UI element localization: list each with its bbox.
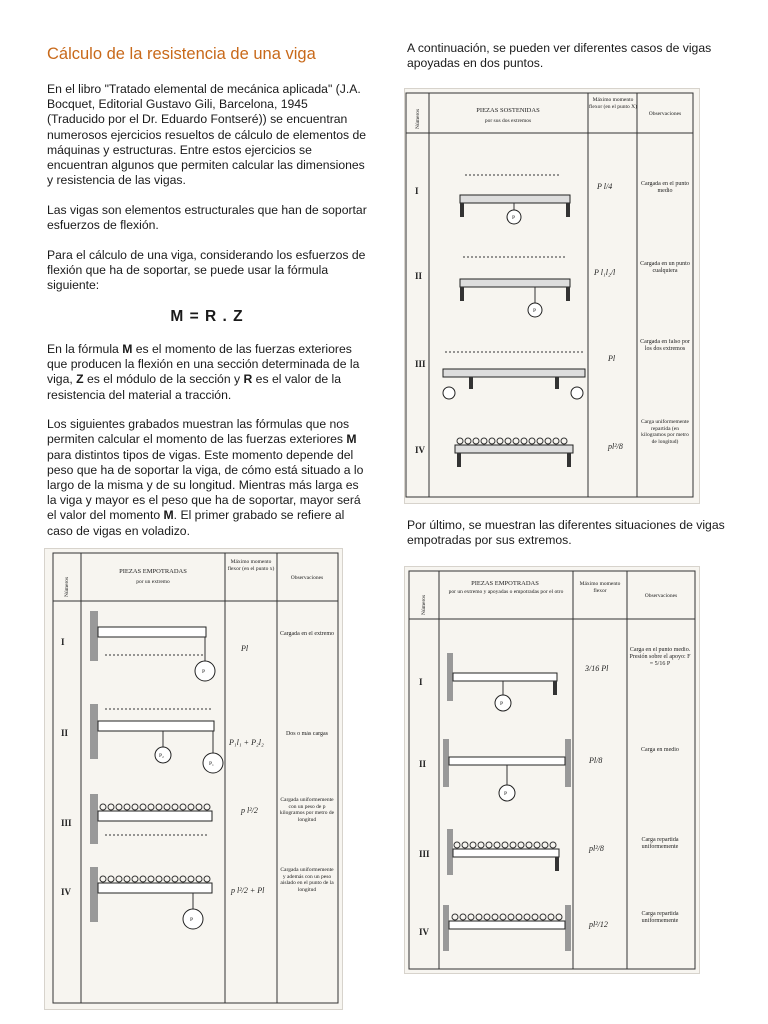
load-p-label: P	[504, 791, 508, 797]
moment-formula: pl²/8	[589, 844, 604, 853]
symbol-m: M	[346, 432, 357, 447]
col-subtitle-header: por sus dos extremos	[484, 118, 532, 124]
intro-paragraph: En el libro "Tratado elemental de mecánica aplicada" (J.A. Bocquet, Editorial Gustavo Gili, Barcelona, 1945 (Traducido por el Dr. Eduardo Fontseré)) se encuentran numerosos ejercicios resueltos de cálculo de elementos de máquinas y estructuras. Entre estos ejercicios se encuentran algunos que permiten calcular las dimensiones y resistencia de las vigas.	[47, 82, 367, 188]
left-column	[47, 44, 367, 553]
moment-formula: Pl	[608, 354, 616, 363]
observation-text: Carga en el punto medio. Presión sobre el apoyo: F = 5/16 P	[629, 647, 691, 667]
observation-text: Cargada en el punto medio	[640, 181, 690, 194]
observation-text: Cargada uniformemente con un peso de p kilogramos por metro de longitud	[279, 797, 335, 823]
formula: M = R . Z	[170, 307, 244, 325]
symbol-m: M	[122, 341, 133, 356]
col-title-header: PIEZAS EMPOTRADAS	[471, 580, 539, 587]
row-number: IV	[61, 887, 72, 897]
text-run: es el módulo de la sección y	[83, 372, 244, 387]
row-number: II	[61, 728, 69, 738]
col-title-header: PIEZAS EMPOTRADAS	[119, 568, 187, 575]
row-number: II	[415, 271, 423, 281]
col-moment-header: Máximo momento flexor (en el punto x)	[227, 559, 275, 572]
moment-formula: p l²/2	[241, 806, 258, 815]
col-subtitle-header: por un extremo y apoyadas o empotradas por el otro	[448, 589, 564, 595]
fixed-beams-table-svg	[405, 567, 699, 973]
row-number: II	[419, 759, 427, 769]
text-run: . El primer grabado se refiere al caso de vigas en voladizo.	[47, 508, 345, 538]
observation-text: Carga en medio	[641, 747, 679, 753]
distributed-load	[100, 804, 210, 810]
formula-explanation-paragraph	[47, 342, 367, 403]
observation-text: Carga repartida uniformemente	[641, 911, 679, 924]
row-number: I	[415, 186, 419, 196]
moment-formula: p l²/2 + Pl	[231, 886, 265, 895]
fixed-intro-paragraph: Por último, se muestran las diferentes situaciones de vigas empotradas por sus extremos.	[407, 518, 725, 548]
moment-formula: P l₁l₂/l	[594, 268, 616, 277]
page-title: Cálculo de la resistencia de una viga	[47, 45, 316, 63]
supported-beams-table-svg	[405, 89, 699, 503]
observation-text: Cargada en el extremo	[279, 631, 335, 637]
supported-intro-paragraph: A continuación, se pueden ver diferentes casos de vigas apoyadas en dos puntos.	[407, 41, 712, 71]
observation-text: Cargada en falso por los dos extremos	[640, 339, 690, 352]
distributed-load	[100, 876, 210, 882]
col-num-header: Números	[64, 576, 70, 597]
col-subtitle-header: por un extremo	[136, 579, 170, 585]
observation-text: Cargada uniformemente y además con un peso aislado en el punto de la longitud	[280, 867, 334, 893]
supported-beams-engraving	[404, 88, 700, 504]
cantilever-beams-engraving	[44, 548, 343, 1010]
col-num-header: Números	[421, 594, 427, 615]
load-p-label: P	[533, 308, 537, 314]
col-obs-header: Observaciones	[648, 111, 682, 117]
observation-text: Carga repartida uniformemente	[641, 837, 679, 850]
load-p-label: P	[190, 917, 194, 923]
row-number: IV	[419, 927, 430, 937]
load-p1-label: P₁	[209, 761, 214, 767]
symbol-r: R	[243, 372, 253, 387]
distributed-load	[452, 914, 562, 920]
col-moment-header: Máximo momento flexor (en el punto X)	[589, 97, 637, 110]
moment-formula: pl²/8	[608, 442, 623, 451]
text-run: es el momento de las fuerzas exteriores que producen la flexión en una sección determinada de la viga,	[47, 341, 360, 387]
moment-formula: P l/4	[597, 182, 613, 191]
cantilever-beams-table-svg	[45, 549, 342, 1009]
formula-intro-paragraph: Para el cálculo de una viga, considerando los esfuerzos de flexión que ha de soportar, se puede usar la fórmula siguiente:	[47, 247, 366, 293]
observation-text: Dos o más cargas	[285, 731, 329, 737]
distributed-load	[457, 438, 567, 444]
text-run: para distintos tipos de vigas. Este momento depende del peso que ha de soportar la viga, de cómo está situado a lo largo de la misma y de su longitud. Mientras más larga es la viga y mayor es el peso que ha de soportar, mayor será el valor del momento	[47, 447, 364, 523]
moment-formula: 3/16 Pl	[585, 664, 609, 673]
fixed-beams-engraving	[404, 566, 700, 974]
engravings-paragraph	[47, 417, 367, 539]
col-moment-header: Máximo momento flexor	[579, 581, 621, 594]
beams-paragraph: Las vigas son elementos estructurales que han de soportar esfuerzos de flexión.	[47, 202, 367, 233]
text-run: En la fórmula	[47, 341, 123, 356]
col-obs-header: Observaciones	[290, 575, 324, 581]
moment-formula: Pl/8	[589, 756, 603, 765]
right-column	[407, 41, 727, 86]
observation-text: Carga uniformemente repartida (en kilogramos por metro de longitud)	[640, 419, 689, 445]
col-title-header: PIEZAS SOSTENIDAS	[476, 107, 540, 114]
col-obs-header: Observaciones	[644, 593, 678, 599]
row-number: III	[415, 359, 426, 369]
symbol-z: Z	[76, 372, 84, 387]
load-p2-label: P₂	[159, 753, 164, 759]
row-number: I	[61, 637, 65, 647]
row-number: III	[61, 818, 72, 828]
load-p-label: P	[202, 669, 206, 675]
row-number: III	[419, 849, 430, 859]
col-num-header: Números	[415, 108, 421, 129]
moment-formula: pl²/12	[589, 920, 608, 929]
row-number: IV	[415, 445, 426, 455]
text-run: es el valor de la resistencia del material a tracción.	[47, 372, 342, 402]
row-number: I	[419, 677, 423, 687]
load-p-label: P	[512, 215, 516, 221]
moment-formula: Pl	[241, 644, 249, 653]
observation-text: Cargada en un punto cualquiera	[640, 261, 690, 274]
load-p-label: P	[500, 701, 504, 707]
symbol-m: M	[163, 508, 174, 523]
moment-formula: P₁l₁ + P₂l₂	[229, 738, 264, 747]
distributed-load	[454, 842, 556, 848]
text-run: Los siguientes grabados muestran las fórmulas que nos permiten calcular el momento de las fuerzas exteriores	[47, 417, 350, 447]
